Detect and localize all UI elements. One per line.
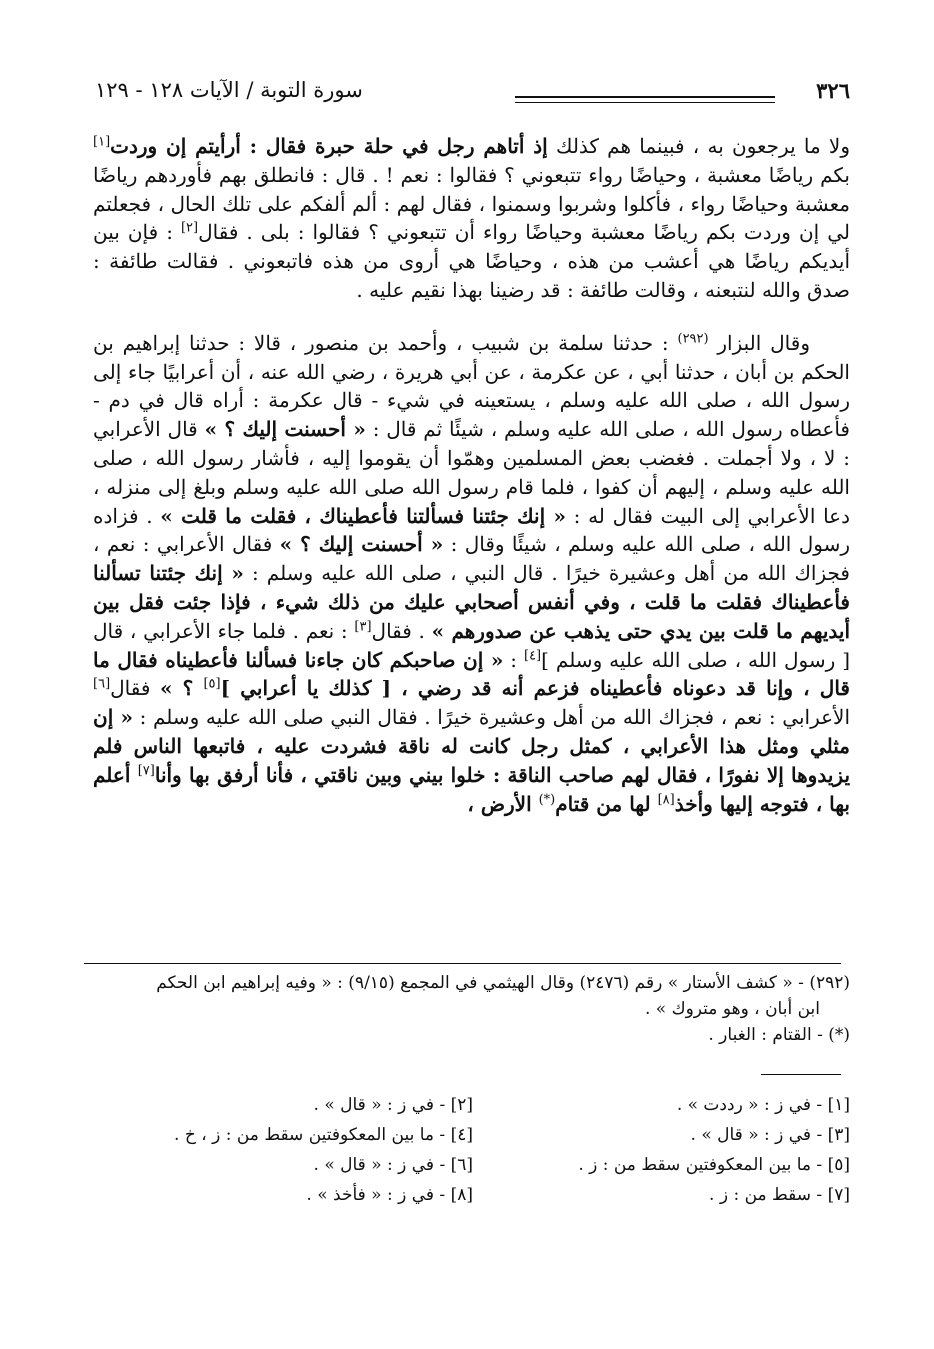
header-rule: [515, 96, 775, 98]
main-text: [93, 132, 850, 818]
footnote-marker-292: (٢٩٢): [677, 331, 709, 347]
text-run: : حدثنا سلمة بن شبيب ، وأحمد بن منصور ، قالا : حدثنا إبراهيم بن الحكم بن أبان ، حدثنا أبي ، عن عكرمة ، عن أبي هريرة ، رضي الله عنه ، أن أعرابيًا جاء إلى رسول الله ، صلى الله عليه وسلم ، يستعينه في شيء - قال عكرمة : أراه قال في دم - فأعطاه رسول الله ، صلى الله عليه وسلم ، شيئًا ثم قال :: [93, 330, 850, 442]
text-run: الأعرابي : نعم ، فجزاك الله من أهل وعشيرة خيرًا . فقال النبي صلى الله عليه وسلم :: [132, 705, 851, 730]
footnote-star: (*) - القتام : الغبار .: [708, 1025, 850, 1045]
note-marker-6: [٦]: [93, 676, 111, 692]
note-marker-4: [٤]: [523, 647, 542, 663]
hadith-quote: أعلم بها ، فتوجه إليها وأخذ: [93, 762, 850, 816]
variant-note-2: [٢] - في ز : « قال » .: [313, 1095, 473, 1115]
text-run: بكم رياضًا معشبة ، وحياضًا رواء تتبعوني ؟ فقالوا : نعم ! . قال : فانطلق بهم فأوردهم رياضًا معشبة وحياضًا رواء ، فأكلوا وشربوا وسمنوا ، فقال لهم : ألم ألفكم على تلك الحال ، فجعلتم لي إن وردت بكم رياضًا معشبة وحياضًا رواء أن تتبعوني ؟ فقالوا : بلى . فقال: [93, 162, 850, 245]
variant-notes: [93, 1094, 850, 1206]
variant-note-1: [١] - في ز : « رددت » .: [676, 1095, 850, 1115]
note-marker-8: [٨]: [657, 791, 675, 807]
text-run: : نعم . فلما جاء الأعرابي ، قال [ رسول الله ، صلى الله عليه وسلم ]: [93, 618, 851, 672]
text-run: فقال: [110, 676, 161, 701]
text-run: قال الأعرابي : لا ، ولا أجملت . فغضب بعض المسلمين وهمّوا أن يقوموا إليه ، فأشار رسول الله ، صلى الله عليه وسلم ، إليهم أن كفوا ، فلما قام رسول الله صلى الله عليه وسلم وبلغ إلى منزله ، دعا الأعرابي إلى البيت فقال له :: [93, 417, 851, 528]
paragraph-2: [93, 329, 850, 819]
note-marker-7: [٧]: [137, 763, 155, 779]
hadith-quote: « إن صاحبكم كان جاءنا فسألنا فأعطيناه فقال ما قال ، وإنا قد دعوناه فأعطيناه فزعم أنه قد رضي ، [ كذلك يا أعرابي ]: [93, 647, 850, 701]
variant-note-7: [٧] - سقط من : ز .: [709, 1185, 850, 1205]
hadith-quote: « إن مثلي ومثل هذا الأعرابي ، كمثل رجل كانت له ناقة فشردت عليه ، فاتبعها الناس فلم يزيدوها إلا نفورًا ، فقال لهم صاحب الناقة : خلوا بيني وبين ناقتي ، فأنا أرفق بها وأنا: [93, 705, 851, 787]
page-header: [95, 72, 850, 112]
text-run: : فإن بين أيديكم رياضًا هي أعشب من هذه ، وحياضًا هي أروى من هذه فاتبعوني . فقالت طائفة : صدق والله لنتبعنه ، وقالت طائفة : قد رضينا بهذا نقيم عليه .: [93, 220, 850, 302]
footnote-292-continuation: ابن أبان ، وهو متروك » .: [644, 999, 820, 1019]
hadith-quote: لها من قتام: [555, 791, 658, 816]
note-marker-5: [٥]: [203, 676, 221, 692]
text-run: ولا ما يرجعون به ، فبينما هم كذلك: [547, 134, 850, 158]
hadith-quote: « إنك جئتنا تسألنا فأعطيناك فقلت ما قلت ، وفي أنفس أصحابي عليك من ذلك شيء ، فإذا جئت فقل بين أيديهم ما قلت بين يدي حتى يذهب عن صدورهم »: [93, 561, 851, 643]
note-marker-2: [٢]: [180, 220, 199, 236]
hadith-quote: « أحسنت إليك ؟ »: [204, 417, 366, 442]
note-marker-star: (*): [538, 791, 556, 807]
hadith-quote: الأرض ،: [467, 791, 539, 816]
footnote-292: (٢٩٢) - « كشف الأستار » رقم (٢٤٧٦) وقال الهيثمي في المجمع (٩/١٥) : « وفيه إبراهيم ابن الحكم: [156, 973, 850, 993]
variant-note-4: [٤] - ما بين المعكوفتين سقط من : ز ، خ .: [174, 1125, 473, 1145]
hadith-quote: ؟ »: [160, 676, 204, 701]
variant-note-3: [٣] - في ز : « قال » .: [690, 1125, 850, 1145]
text-run: . فقال: [371, 618, 432, 643]
footnotes: [93, 970, 850, 1048]
text-run: . فزاده رسول الله ، صلى الله عليه وسلم ، شيئًا وقال :: [93, 503, 850, 557]
text-run: :: [503, 647, 524, 672]
note-marker-1: [١]: [93, 134, 111, 150]
hadith-quote: « إنك جئتنا فسألتنا فأعطيناك ، فقلت ما قلت »: [160, 503, 566, 528]
text-run: وقال البزار: [708, 330, 810, 355]
variant-note-5: [٥] - ما بين المعكوفتين سقط من : ز .: [578, 1155, 850, 1175]
variant-note-8: [٨] - في ز : « فأخذ » .: [306, 1185, 473, 1205]
hadith-quote: « أحسنت إليك ؟ »: [279, 532, 444, 557]
running-title: سورة التوبة / الآيات ١٢٨ - ١٢٩: [95, 78, 363, 102]
footnote-divider: [84, 963, 841, 964]
bold-run: إذ أتاهم رجل في حلة حبرة فقال : أرأيتم إن وردت: [110, 134, 548, 158]
notes-divider: [761, 1074, 841, 1075]
page-number: ٣٢٦: [816, 78, 850, 103]
paragraph-1: [93, 132, 850, 305]
text-run: فقال الأعرابي : نعم ، فجزاك الله من أهل وعشيرة خيرًا . قال النبي ، صلى الله عليه وسلم :: [93, 532, 850, 586]
note-marker-3: [٣]: [354, 619, 372, 635]
variant-note-6: [٦] - في ز : « قال » .: [313, 1155, 473, 1175]
